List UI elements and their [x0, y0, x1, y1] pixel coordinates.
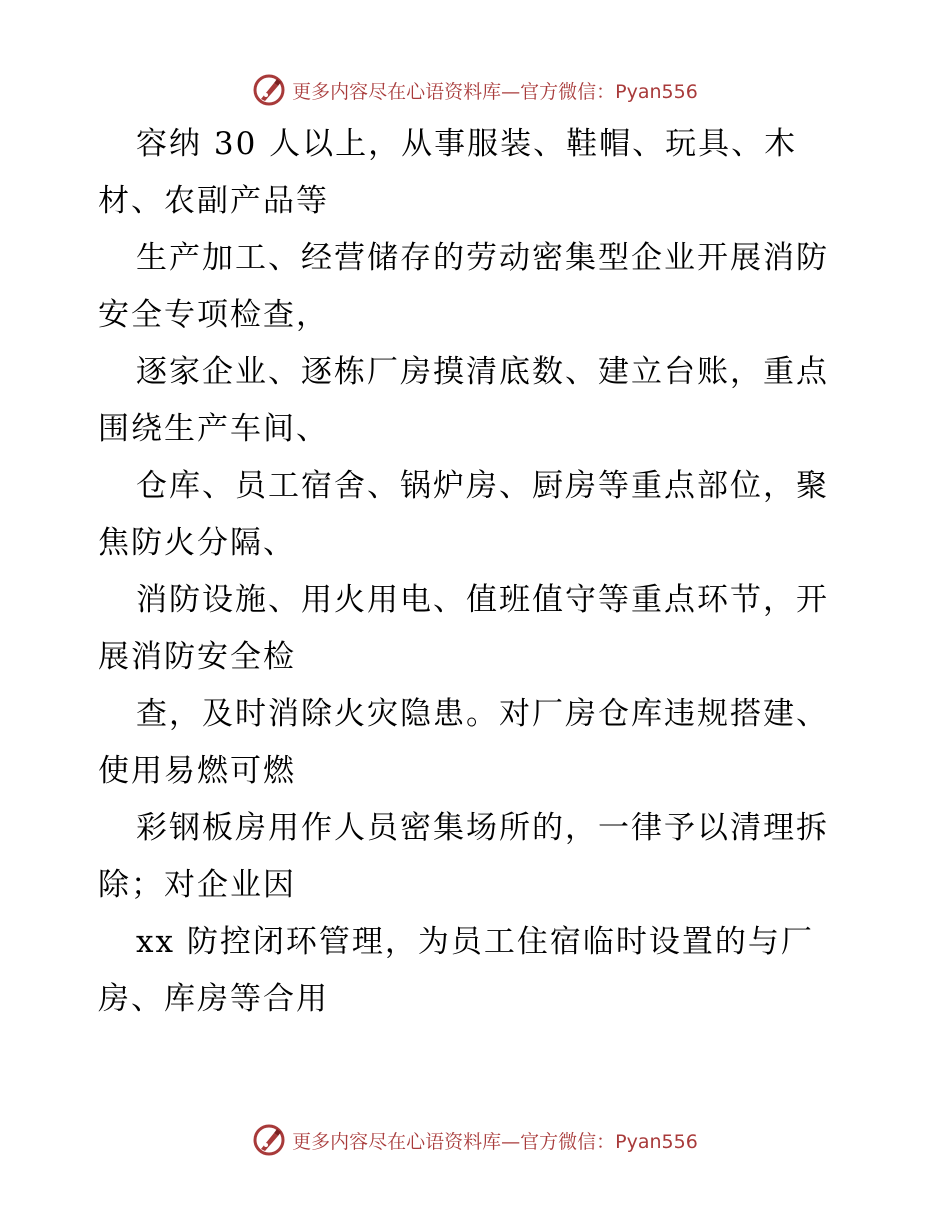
- document-body: [98, 116, 858, 1028]
- paragraph-line: 安全专项检查，: [98, 297, 329, 333]
- paragraph-line: 仓库、员工宿舍、锅炉房、厨房等重点部位，聚: [136, 468, 829, 504]
- header-watermark: [0, 70, 950, 110]
- watermark-text: [292, 77, 698, 104]
- watermark-id: Pyan556: [615, 1130, 698, 1153]
- paragraph-line: 容纳 30 人以上，从事服装、鞋帽、玩具、木: [136, 126, 798, 162]
- footer-watermark: [0, 1120, 950, 1160]
- paragraph-line: 展消防安全检: [98, 639, 296, 675]
- paragraph-line: 使用易燃可燃: [98, 753, 296, 789]
- watermark-text: [292, 1127, 698, 1154]
- paragraph: [98, 116, 858, 230]
- paragraph: [98, 458, 858, 572]
- paragraph: [98, 230, 858, 344]
- paragraph-line: 彩钢板房用作人员密集场所的，一律予以清理拆: [136, 810, 829, 846]
- paragraph: [98, 572, 858, 686]
- paragraph-line: 焦防火分隔、: [98, 525, 296, 561]
- paragraph-line: 查，及时消除火灾隐患。对厂房仓库违规搭建、: [136, 696, 829, 732]
- paragraph-line: 围绕生产车间、: [98, 411, 329, 447]
- paragraph: [98, 686, 858, 800]
- paragraph-line: 房、库房等合用: [98, 981, 329, 1017]
- paragraph-line: 除；对企业因: [98, 867, 296, 903]
- paragraph: [98, 344, 858, 458]
- paragraph-line: 逐家企业、逐栋厂房摸清底数、建立台账，重点: [136, 354, 829, 390]
- watermark-label: 更多内容尽在心语资料库—官方微信：: [292, 80, 616, 103]
- watermark-id: Pyan556: [615, 80, 698, 103]
- paragraph-line: xx 防控闭环管理，为员工住宿临时设置的与厂: [136, 924, 814, 960]
- pen-logo-icon: [252, 1123, 286, 1157]
- paragraph-line: 生产加工、经营储存的劳动密集型企业开展消防: [136, 240, 829, 276]
- watermark-label: 更多内容尽在心语资料库—官方微信：: [292, 1130, 616, 1153]
- paragraph: [98, 914, 858, 1028]
- paragraph-line: 材、农副产品等: [98, 183, 329, 219]
- pen-logo-icon: [252, 73, 286, 107]
- paragraph: [98, 800, 858, 914]
- paragraph-line: 消防设施、用火用电、值班值守等重点环节，开: [136, 582, 829, 618]
